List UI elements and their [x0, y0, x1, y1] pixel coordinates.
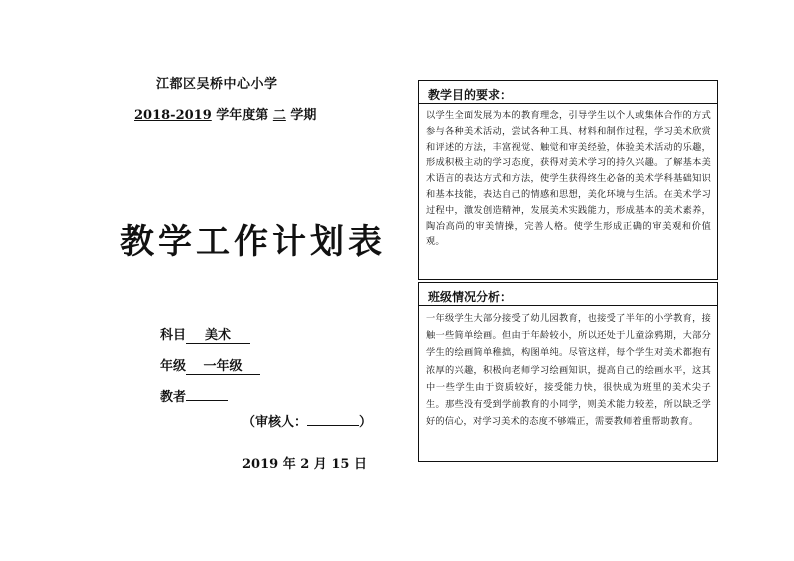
subject-field — [160, 324, 250, 344]
teacher-field — [160, 385, 228, 405]
grade-label: 年级 — [160, 359, 187, 374]
subject-value: 美术 — [186, 328, 250, 344]
term-end: 学期 — [285, 108, 317, 123]
reviewer-blank — [307, 413, 359, 426]
goals-heading: 教学目的要求： — [419, 81, 717, 104]
class-analysis-box — [418, 282, 718, 462]
teacher-value — [186, 385, 228, 401]
reviewer-close: ） — [359, 415, 373, 430]
page-title: 教学工作计划表 — [120, 222, 386, 262]
goals-box — [418, 80, 718, 280]
class-analysis-heading: 班级情况分析： — [419, 283, 717, 306]
subject-label: 科目 — [160, 328, 187, 343]
grade-value: 一年级 — [186, 359, 260, 375]
plan-date: 2019 年 2 月 15 日 — [242, 457, 367, 472]
teacher-label: 教者 — [160, 390, 187, 405]
grade-field — [160, 355, 260, 375]
class-analysis-body: 一年级学生大部分接受了幼儿园教育，也接受了半年的小学教育，接触一些简单绘画。但由于年龄较小，所以还处于儿童涂鸦期，大部分学生的绘画简单稚拙，构图单纯。尽管这样，每个学生对美术都抱有浓厚的兴趣，积极向老师学习绘画知识，提高自己的绘画水平，这其中一些学生由于资质较好，接受能力快，很快成为班里的美术尖子生。那些没有受到学前教育的小同学，则美术能力较差，所以缺乏学好的信心，对学习美术的态度不够端正，需要教师着重帮助教育。 — [426, 313, 711, 428]
goals-body: 以学生全面发展为本的教育理念，引导学生以个人或集体合作的方式参与各种美术活动，尝试各种工具、材料和制作过程，学习美术欣赏和评述的方法，丰富视觉、触觉和审美经验，体验美术活动的乐趣，形成积极主动的学习态度，获得对美术学习的持久兴趣。了解基本美术语言的表达方式和方法，使学生获得终生必备的美术学科基础知识和基本技能，表达自己的情感和思想，美化环境与生活。在美术学习过程中，激发创造精神，发展美术实践能力，形成基本的美术素养，陶冶高尚的审美情操，完善人格。使学生形成正确的审美观和价值观。 — [426, 110, 711, 248]
term-years: 2018-2019 — [134, 108, 212, 123]
reviewer-line — [242, 411, 372, 430]
school-term — [134, 104, 316, 123]
school-name: 江都区吴桥中心小学 — [156, 77, 278, 92]
reviewer-label: （审核人： — [242, 415, 308, 430]
term-mid: 学年度第 — [211, 108, 273, 123]
term-number: 二 — [272, 108, 286, 123]
